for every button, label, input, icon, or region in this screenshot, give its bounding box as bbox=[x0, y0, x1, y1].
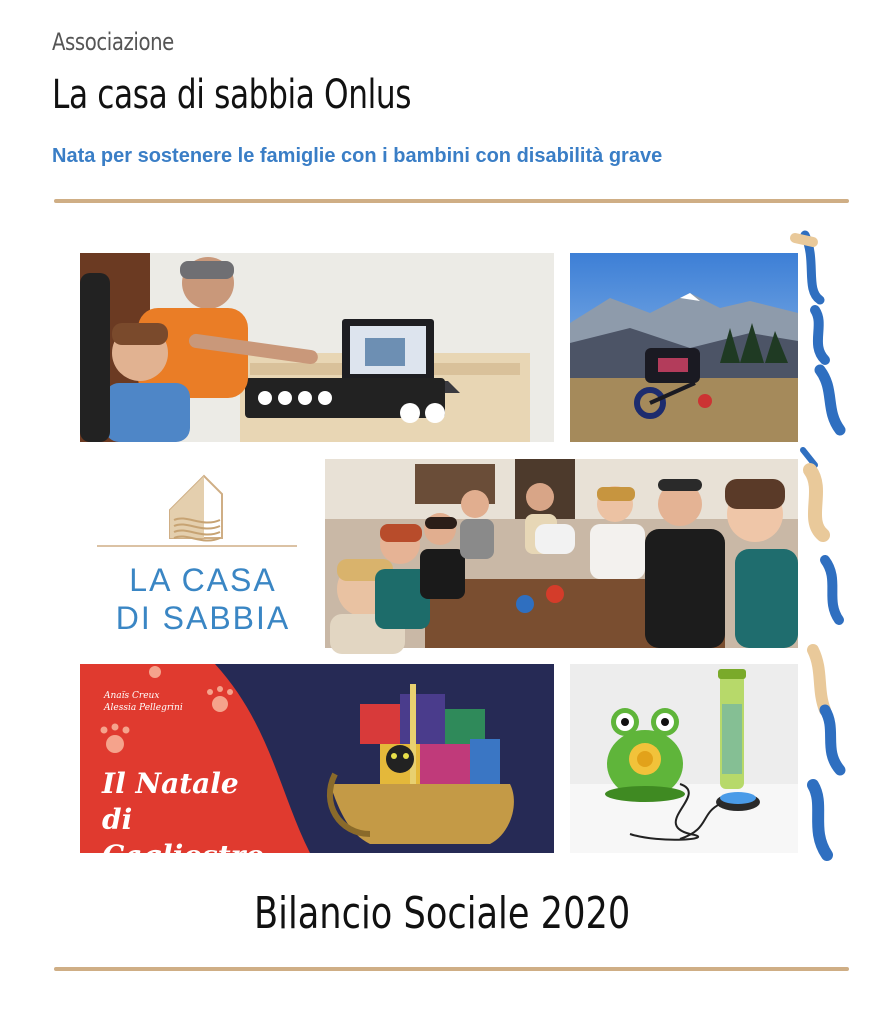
book-author-2: Alessia Pellegrini bbox=[104, 703, 183, 713]
logo-line-2: DI SABBIA bbox=[115, 600, 291, 636]
top-divider bbox=[54, 199, 849, 203]
book-title bbox=[102, 766, 302, 874]
book-title-line-1: Il Natale bbox=[102, 767, 239, 800]
photo-mountain-stroller bbox=[570, 253, 798, 442]
report-title-text: Bilancio Sociale 2020 bbox=[254, 888, 631, 939]
subtitle: Nata per sostenere le famiglie con i bambini con disabilità grave bbox=[52, 145, 663, 167]
sand-house-icon bbox=[92, 470, 307, 560]
page-title: La casa di sabbia Onlus bbox=[52, 72, 412, 118]
bottom-divider bbox=[54, 967, 849, 971]
report-title bbox=[0, 888, 885, 939]
association-logo bbox=[92, 470, 307, 645]
photo-group-meeting bbox=[325, 459, 798, 648]
book-author-1: Anaïs Creux bbox=[104, 691, 160, 701]
book-title-line-2: di Cagliostro bbox=[102, 803, 265, 872]
decorative-brush-strokes bbox=[795, 230, 855, 870]
photo-child-with-laptop bbox=[80, 253, 554, 442]
book-cover-natale-cagliostro bbox=[80, 664, 554, 872]
book-authors bbox=[104, 690, 224, 714]
pre-title: Associazione bbox=[52, 28, 174, 56]
photo-frog-toy bbox=[570, 664, 798, 853]
logo-line-1: LA CASA bbox=[129, 562, 277, 598]
